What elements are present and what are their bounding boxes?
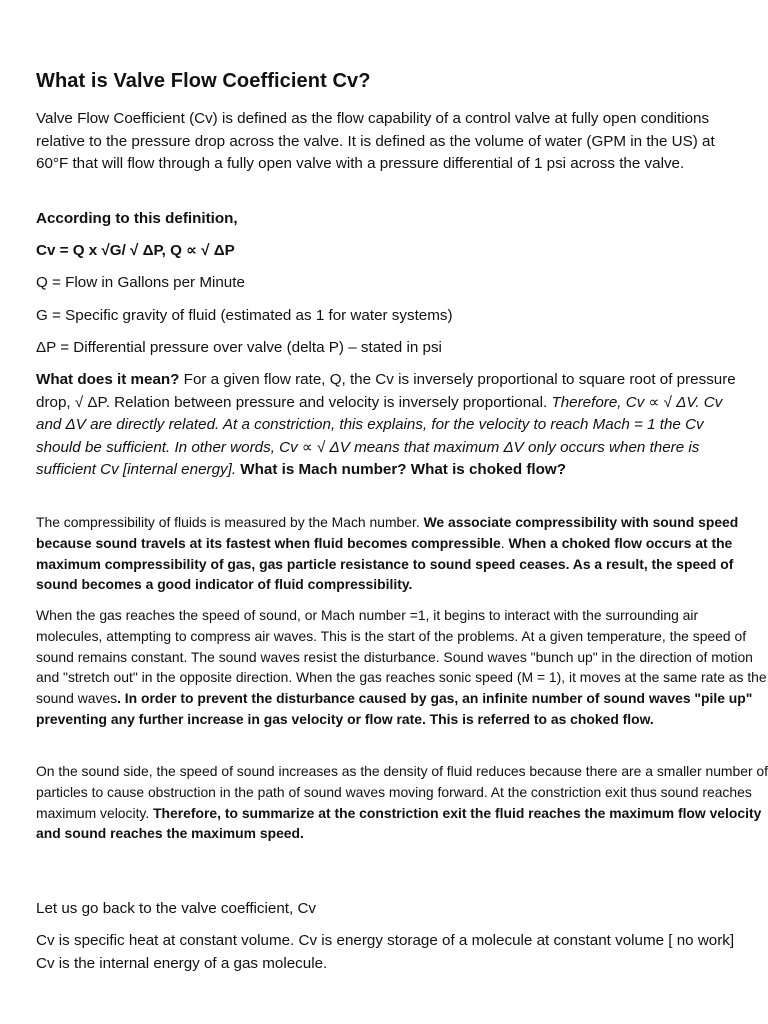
- back-paragraph: Let us go back to the valve coefficient, Cv: [36, 900, 317, 917]
- meaning-italic: Therefore, Cv ∝ √ ΔV. Cv and ΔV are directly related. At a constriction, this explains, for the velocity to reach Mach = 1 the Cv should be sufficient. In other words, Cv ∝ √ ΔV means that maximum ΔV only occurs when there is sufficient Cv [internal energy].: [36, 393, 723, 479]
- q-definition: Q = Flow in Gallons per Minute: [36, 274, 245, 291]
- delta-p-definition: ΔP = Differential pressure over valve (delta P) – stated in psi: [36, 339, 442, 356]
- sound-text: On the sound side, the speed of sound increases as the density of fluid reduces because there are a smaller number of particles to cause obstruction in the path of sound waves moving forward. At the constriction exit thus sound reaches maximum velocity.: [36, 763, 768, 821]
- compressibility-text: The compressibility of fluids is measured by the Mach number.: [36, 514, 424, 530]
- compressibility-paragraph: [36, 512, 768, 595]
- compressibility-text-2: .: [500, 534, 509, 551]
- page-title: What is Valve Flow Coefficient Cv?: [36, 70, 371, 92]
- meaning-question: What does it mean?: [36, 371, 180, 388]
- intro-paragraph: Valve Flow Coefficient (Cv) is defined as the flow capability of a control valve at fully open conditions relative to the pressure drop across the valve. It is defined as the volume of water (GPM in the US) at 60°F that will flow through a fully open valve with a pressure differential of 1 psi across the valve.: [36, 110, 715, 173]
- gas-text: When the gas reaches the speed of sound, or Mach number =1, it begins to interact with the surrounding air molecules, attempting to compress air waves. This is the start of the problems. At a given temperature, the speed of sound remains constant. The sound waves resist the disturbance. Sound waves "bunch up" in the direction of motion and "stretch out" in the opposite direction. When the gas reaches sonic speed (M = 1), it moves at the same rate as the sound waves: [36, 607, 767, 707]
- meaning-paragraph: [36, 369, 736, 482]
- g-definition: G = Specific gravity of fluid (estimated as 1 for water systems): [36, 307, 453, 324]
- meaning-text: For a given flow rate, Q, the Cv is inversely proportional to square root of pressure drop, √ ΔP. Relation between pressure and velocity is inversely proportional.: [36, 371, 736, 411]
- mach-question: What is Mach number? What is choked flow?: [236, 461, 567, 479]
- cv-definition-paragraph: Cv is specific heat at constant volume. Cv is energy storage of a molecule at constant volume [ no work] Cv is the internal energy of a gas molecule.: [36, 932, 735, 972]
- compressibility-bold-1: We associate compressibility with sound speed because sound travels at its fastest when fluid becomes compressible: [36, 514, 739, 551]
- formula: Cv = Q x √G/ √ ΔP, Q ∝ √ ΔP: [36, 242, 235, 259]
- compressibility-bold-2: When a choked flow occurs at the maximum compressibility of gas, gas particle resistance to sound speed ceases. As a result, the speed of sound becomes a good indicator of fluid compressibility.: [36, 534, 734, 593]
- sound-bold: Therefore, to summarize at the constriction exit the fluid reaches the maximum flow velocity and sound reaches the maximum speed.: [36, 804, 762, 842]
- definition-heading: According to this definition,: [36, 210, 238, 227]
- sound-paragraph: [36, 761, 768, 844]
- gas-bold: . In order to prevent the disturbance caused by gas, an infinite number of sound waves "pile up" preventing any further increase in gas velocity or flow rate. This is referred to as choked flow.: [36, 690, 753, 727]
- gas-paragraph: [36, 605, 768, 730]
